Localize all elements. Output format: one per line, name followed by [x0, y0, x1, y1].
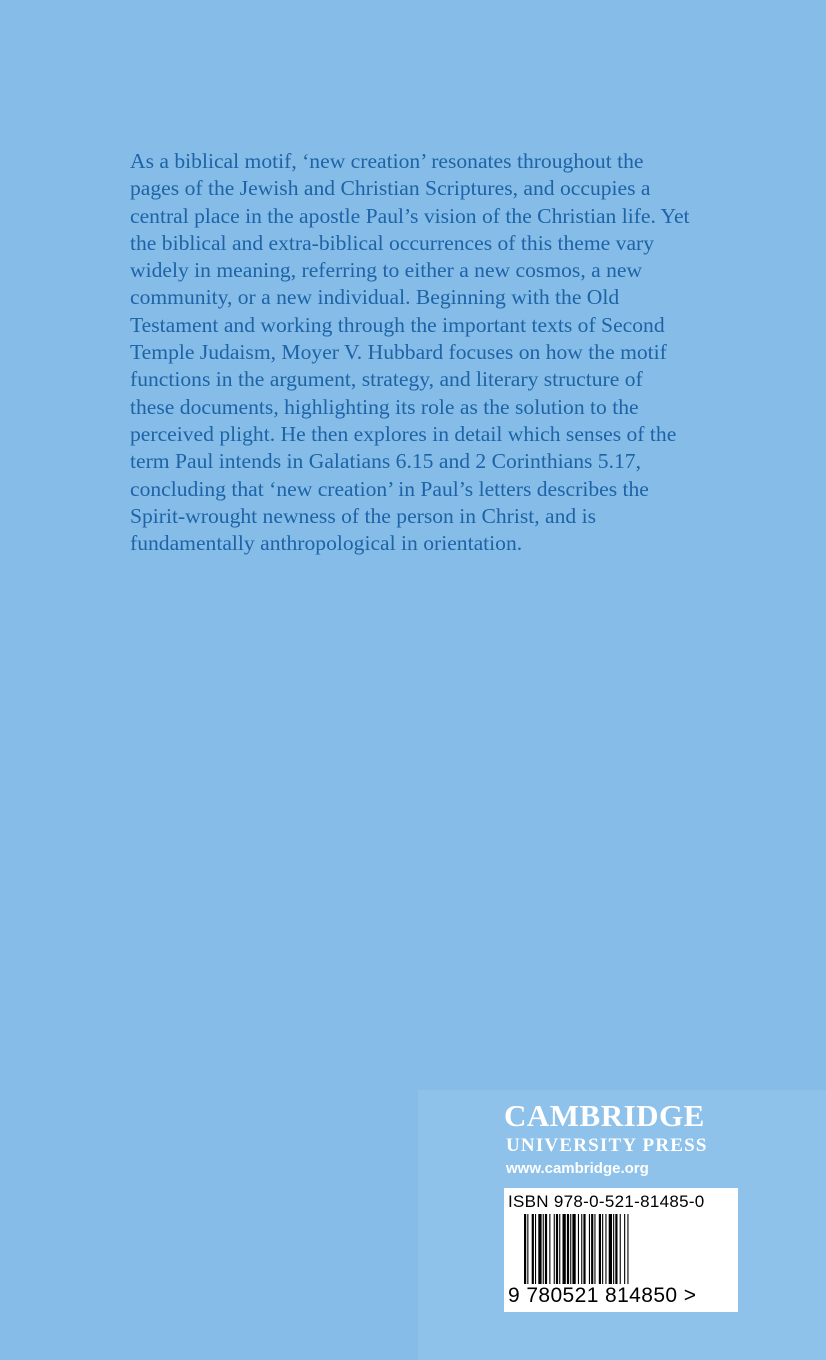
publisher-logo: CAMBRIDGE: [504, 1098, 705, 1133]
blurb-line: Temple Judaism, Moyer V. Hubbard focuses on how the motif: [130, 340, 667, 365]
barcode-bar: [624, 1214, 625, 1284]
isbn-label: ISBN 978-0-521-81485-0: [508, 1192, 705, 1211]
barcode-bar: [554, 1214, 555, 1284]
barcode-bar: [615, 1214, 617, 1284]
barcode-bar: [613, 1214, 614, 1284]
barcode-bar: [620, 1214, 621, 1284]
barcode-bar: [599, 1214, 601, 1284]
blurb-line: community, or a new individual. Beginning with the Old: [130, 285, 620, 310]
barcode-bars: [524, 1214, 716, 1284]
blurb-line: As a biblical motif, ‘new creation’ resonates throughout the: [130, 149, 644, 173]
barcode-bar: [589, 1214, 590, 1284]
barcode-bar: [563, 1214, 566, 1284]
publisher-website: www.cambridge.org: [506, 1160, 649, 1177]
blurb-line: concluding that ‘new creation’ in Paul’s letters describes the: [130, 476, 649, 501]
barcode-bar: [545, 1214, 547, 1284]
barcode-digits: 9 780521 814850 >: [508, 1284, 697, 1307]
barcode-bar: [605, 1214, 606, 1284]
barcode-bar: [556, 1214, 558, 1284]
blurb-line: these documents, highlighting its role as the solution to the: [130, 394, 639, 419]
blurb-line: the biblical and extra-biblical occurrences of this theme vary: [130, 230, 655, 255]
blurb-line: widely in meaning, referring to either a new cosmos, a new: [130, 258, 643, 283]
publisher-panel: [418, 1090, 826, 1360]
barcode-bar: [591, 1214, 593, 1284]
barcode-bar: [609, 1214, 612, 1284]
barcode-bar: [602, 1214, 603, 1284]
barcode-bar: [543, 1214, 544, 1284]
blurb-line: perceived plight. He then explores in detail which senses of the: [130, 421, 677, 446]
blurb-line: central place in the apostle Paul’s vision of the Christian life. Yet: [130, 203, 690, 228]
barcode-bar: [559, 1214, 560, 1284]
blurb-line: functions in the argument, strategy, and literary structure of: [130, 367, 643, 392]
barcode-bar: [567, 1214, 569, 1284]
barcode-bar: [535, 1214, 536, 1284]
blurb-line: term Paul intends in Galatians 6.15 and 2 Corinthians 5.17,: [130, 449, 641, 474]
barcode-bar: [594, 1214, 595, 1284]
isbn-barcode: [504, 1188, 738, 1312]
back-cover-blurb: [130, 148, 780, 557]
barcode-bar: [527, 1214, 528, 1284]
blurb-line: pages of the Jewish and Christian Scriptures, and occupies a: [130, 176, 651, 201]
barcode-bar: [572, 1214, 575, 1284]
barcode-bar: [532, 1214, 534, 1284]
barcode-bar: [583, 1214, 585, 1284]
blurb-line: Spirit-wrought newness of the person in Christ, and is: [130, 503, 597, 528]
barcode-bar: [578, 1214, 579, 1284]
barcode-bar: [570, 1214, 571, 1284]
barcode-bar: [581, 1214, 582, 1284]
blurb-line: fundamentally anthropological in orientation.: [130, 531, 523, 556]
publisher-subtitle: UNIVERSITY PRESS: [506, 1135, 708, 1156]
barcode-bar: [524, 1214, 526, 1284]
barcode-bar: [627, 1214, 628, 1284]
blurb-line: Testament and working through the important texts of Second: [130, 312, 665, 337]
barcode-bar: [549, 1214, 550, 1284]
barcode-bar: [538, 1214, 541, 1284]
